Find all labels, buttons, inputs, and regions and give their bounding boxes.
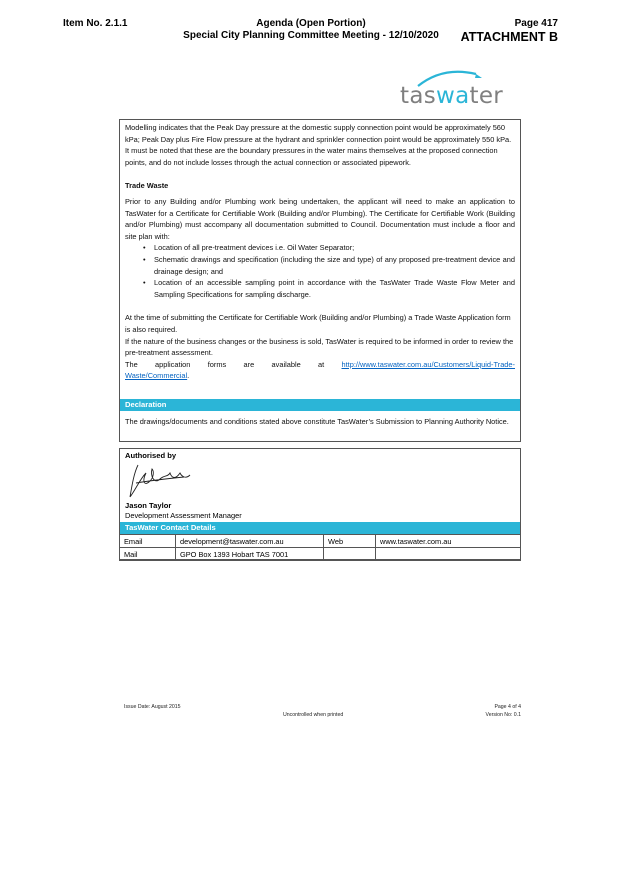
uncontrolled-notice: Uncontrolled when printed <box>283 712 344 718</box>
page-info <box>461 18 558 44</box>
boundary-paragraph: It must be noted that these are the boundary pressures in the water mains themselves at the proposed connection points, and do not include losses through the actual connection or associated pipework. <box>125 146 498 167</box>
issue-date: Issue Date: August 2015 <box>124 704 181 710</box>
trade-waste-heading: Trade Waste <box>125 181 169 191</box>
page-of: Page 4 of 4 <box>494 704 521 710</box>
version-number: Version No: 0.1 <box>485 712 521 718</box>
declaration-heading: Declaration <box>120 399 520 411</box>
web-label: Web <box>324 535 376 548</box>
body-content <box>120 120 520 382</box>
logo-text-ter: ter <box>469 83 504 109</box>
mail-label: Mail <box>120 548 176 561</box>
list-item: • Location of an accessible sampling point in accordance with the TasWater Trade Waste Flow Meter and Sampling Specifications for sampling discharge. <box>154 277 515 300</box>
forms-text: The application forms are available at <box>125 359 342 369</box>
list-item: • Location of all pre-treatment devices i.e. Oil Water Separator; <box>154 242 515 254</box>
trade-waste-link-continued[interactable]: Waste/Commercial <box>125 371 188 381</box>
logo-text-tas: tas <box>400 83 436 109</box>
table-row <box>120 535 521 548</box>
forms-availability-paragraph <box>125 359 515 371</box>
requirements-list <box>125 242 515 300</box>
list-item: • Schematic drawings and specification (including the size and type) of any proposed pre-treatment device and drainage design; and <box>154 254 515 277</box>
authorisation-block <box>119 448 521 560</box>
application-form-paragraph: At the time of submitting the Certificate for Certifiable Work (Building and/or Plumbing) a Trade Waste Application form is also required. <box>125 313 511 334</box>
authorised-by-heading: Authorised by <box>125 451 177 460</box>
business-change-paragraph: If the nature of the business changes or the business is sold, TasWater is required to be informed in order to review the pre-treatment assessment. <box>125 336 514 358</box>
contact-table <box>119 534 521 561</box>
pressure-paragraph: Modelling indicates that the Peak Day pressure at the domestic supply connection point would be approximately 560 kPa; Peak Day plus Fire Flow pressure at the hydrant and sprinkler connection point would be approximately 550 kPa. <box>125 123 512 144</box>
logo-text-wa: wa <box>436 83 470 109</box>
logo-wordmark <box>400 82 503 110</box>
mail-value: GPO Box 1393 Hobart TAS 7001 <box>176 548 324 561</box>
agenda-line-1: Agenda (Open Portion) <box>256 18 366 29</box>
declaration-text: The drawings/documents and conditions stated above constitute TasWater’s Submission to Planning Authority Notice. <box>125 417 509 426</box>
web-value[interactable]: www.taswater.com.au <box>376 535 521 548</box>
submission-body <box>119 119 521 442</box>
attachment-label: ATTACHMENT B <box>460 30 558 44</box>
trade-waste-link[interactable]: http://www.taswater.com.au/Customers/Liquid-Trade- <box>341 359 515 369</box>
taswater-logo <box>398 68 502 112</box>
page-number: Page 417 <box>514 18 558 29</box>
table-row <box>120 548 521 561</box>
email-label: Email <box>120 535 176 548</box>
signature-image <box>124 459 194 501</box>
forms-period: . <box>187 371 190 381</box>
trade-waste-paragraph: Prior to any Building and/or Plumbing work being undertaken, the applicant will need to make an application to TasWater for a Certificate for Certifiable Work (Building and/or Plumbing). The Certificate for Certifiable Work (Building and/or Plumbing) must accompany all documentation submitted to Council. Documentation must include a floor and site plan with: <box>125 196 515 241</box>
item-number: Item No. 2.1.1 <box>63 18 128 29</box>
agenda-line-2: Special City Planning Committee Meeting - 12/10/2020 <box>183 30 439 41</box>
signatory-role: Development Assessment Manager <box>125 511 242 520</box>
email-value[interactable]: development@taswater.com.au <box>176 535 324 548</box>
forms-availability-continued <box>125 370 515 382</box>
signatory-name: Jason Taylor <box>125 501 172 510</box>
contact-details-heading: TasWater Contact Details <box>120 522 520 534</box>
